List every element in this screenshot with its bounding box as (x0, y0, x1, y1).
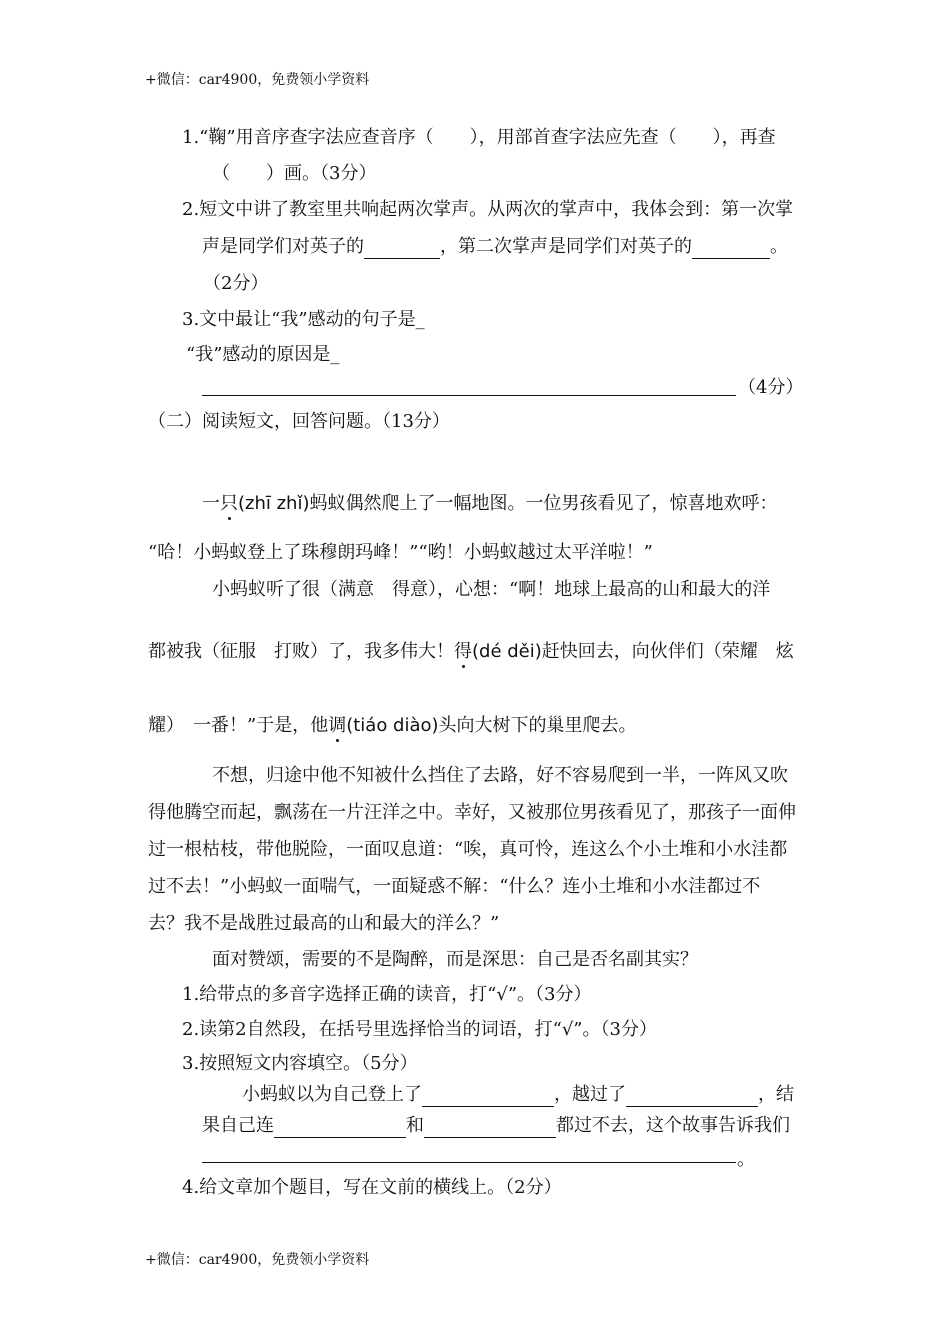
p2-text-c: 耀） 一番！”于是，他 (148, 715, 329, 736)
passage-p3-line1: 不想，归途中他不知被什么挡住了去路，好不容易爬到一半，一阵风又吹 (212, 765, 788, 786)
passage-p3-line5: 去？我不是战胜过最高的山和最大的洋么？” (148, 913, 500, 934)
q2-text-a: 声是同学们对英子的 (202, 236, 364, 257)
q3-fill-text-b: ，越过了 (554, 1084, 626, 1105)
p1-text-b: 蚂蚁偶然爬上了一幅地图。一位男孩看见了，惊喜地欢呼： (309, 493, 778, 514)
q3-fill-text-e: 和 (406, 1115, 424, 1136)
p2-text-a: 都被我（征服 打败）了，我多伟大！ (148, 641, 454, 662)
dotted-char-de: 得 (454, 641, 472, 662)
pinyin-choice-de[interactable]: (dé děi) (472, 641, 542, 662)
q3-blank-1[interactable] (422, 1088, 554, 1107)
q2-line1: 2.短文中讲了教室里共响起两次掌声。从两次的掌声中，我体会到：第一次掌 (182, 199, 794, 220)
q2-text-c: 。 (770, 236, 788, 257)
passage-p3-line3: 过一根枯枝，带他脱险，一面叹息道：“唉，真可怜，连这么个小土堆和小水洼都 (148, 839, 788, 860)
part2-q3-line2 (202, 1114, 790, 1138)
q1-line1: 1.“鞠”用音序查字法应查音序（ ），用部首查字法应先查（ ），再查 (182, 127, 776, 148)
dotted-char-diao: 调 (328, 715, 347, 736)
q3-blank-2[interactable] (626, 1088, 758, 1107)
p1-text-a: 一 (202, 493, 220, 514)
q3-line2: “我”感动的原因是_ (186, 344, 340, 365)
q2-text-b: ，第二次掌声是同学们对英子的 (440, 236, 692, 257)
part2-q3: 3.按照短文内容填空。（5分） (182, 1053, 418, 1074)
q3-answer-line[interactable] (202, 395, 736, 396)
q3-line1: 3.文中最让“我”感动的句子是_ (182, 309, 425, 330)
pinyin-choice-zhi[interactable]: (zhī zhǐ) (238, 493, 310, 514)
passage-p2-line2 (148, 640, 794, 664)
q3-period: 。 (737, 1149, 755, 1170)
q3-lesson-answer-line[interactable] (202, 1162, 736, 1163)
p2-text-b: 赶快回去，向伙伴们（荣耀 炫 (541, 641, 794, 662)
dotted-char-zhi: 只 (220, 493, 238, 514)
q3-fill-text-d: 果自己连 (202, 1115, 274, 1136)
q3-score: （4分） (738, 377, 804, 398)
q3-fill-text-f: 都过不去，这个故事告诉我们 (556, 1115, 790, 1136)
pinyin-choice-diao[interactable]: (tiáo diào) (346, 715, 439, 736)
page-header: +微信：car4900，免费领小学资料 (145, 72, 370, 88)
part2-q2: 2.读第2自然段，在括号里选择恰当的词语，打“√”。（3分） (182, 1019, 657, 1040)
part2-q3-line1 (242, 1083, 794, 1107)
q3-fill-text-a: 小蚂蚁以为自己登上了 (242, 1084, 422, 1105)
passage-p2-line3 (148, 714, 637, 738)
q3-blank-4[interactable] (424, 1119, 556, 1138)
q2-blank-2[interactable] (692, 240, 770, 259)
q2-score: （2分） (203, 273, 269, 294)
q3-blank-3[interactable] (274, 1119, 406, 1138)
passage-p2-line1: 小蚂蚁听了很（满意 得意），心想：“啊！地球上最高的山和最大的洋 (212, 579, 771, 600)
part2-heading: （二）阅读短文，回答问题。（13分） (148, 411, 450, 432)
p2-text-d: 头向大树下的巢里爬去。 (438, 715, 637, 736)
q3-fill-text-c: ，结 (758, 1084, 794, 1105)
q2-blank-1[interactable] (364, 240, 440, 259)
passage-p4: 面对赞颂，需要的不是陶醉，而是深思：自己是否名副其实？ (212, 949, 698, 970)
passage-p3-line4: 过不去！”小蚂蚁一面喘气，一面疑惑不解：“什么？连小土堆和小水洼都过不 (148, 876, 761, 897)
q2-line2 (202, 235, 788, 259)
part2-q1: 1.给带点的多音字选择正确的读音，打“√”。（3分） (182, 984, 592, 1005)
part2-q4: 4.给文章加个题目，写在文前的横线上。（2分） (182, 1177, 562, 1198)
q1-line2: （ ）画。（3分） (212, 163, 377, 184)
passage-p3-line2: 得他腾空而起，飘荡在一片汪洋之中。幸好，又被那位男孩看见了，那孩子一面伸 (148, 802, 796, 823)
passage-p1-line2: “哈！小蚂蚁登上了珠穆朗玛峰！”“哟！小蚂蚁越过太平洋啦！” (148, 542, 653, 563)
page-footer: +微信：car4900，免费领小学资料 (145, 1252, 370, 1268)
passage-p1-line1 (202, 492, 777, 516)
